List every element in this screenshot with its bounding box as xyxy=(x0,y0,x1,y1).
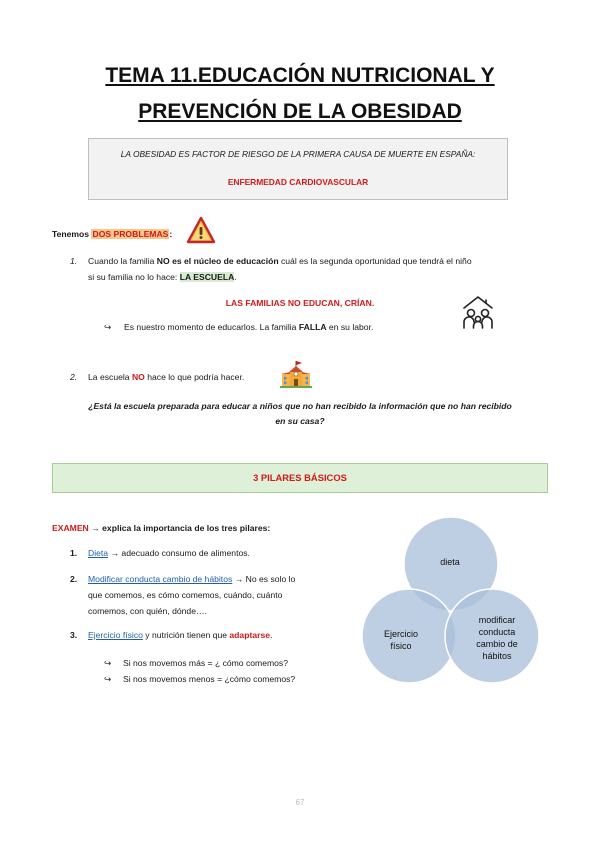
item1-sub-arrow: ↪ xyxy=(104,322,112,332)
item1-text-c: cuál es la segunda oportunidad que tendrá el niño xyxy=(278,256,472,266)
item2-text-c: hace lo que podría hacer. xyxy=(144,372,245,382)
school-icon xyxy=(280,360,312,388)
pillar3-rest-a: y nutrición tienen que xyxy=(142,630,230,640)
venn-label-dieta: dieta xyxy=(440,557,460,567)
item2-text-b: NO xyxy=(131,372,145,382)
page-title-line2: PREVENCIÓN DE LA OBESIDAD xyxy=(138,100,462,123)
pillars-banner: 3 PILARES BÁSICOS xyxy=(52,463,548,493)
item1-sub-c: en su labor. xyxy=(326,322,374,332)
item2-line xyxy=(88,369,244,385)
item2-number: 2. xyxy=(70,372,78,382)
pillar2-line3: comemos, con quién, dónde…. xyxy=(88,606,207,616)
venn-label-conducta-l2: conducta xyxy=(478,627,516,637)
item1-school-highlight: LA ESCUELA xyxy=(179,272,235,282)
item1-sub-b: FALLA xyxy=(298,322,327,332)
pillar1-number: 1. xyxy=(70,548,78,558)
problems-colon: : xyxy=(169,229,173,239)
pillar3 xyxy=(88,627,272,643)
item1-line2-c: . xyxy=(234,272,237,282)
pillar2 xyxy=(88,571,295,587)
sub2-text: Si nos movemos menos = ¿cómo comemos? xyxy=(123,674,296,684)
school-question-line2: en su casa? xyxy=(275,416,325,426)
item1-line2-a: si su familia no lo hace: xyxy=(88,272,180,282)
families-statement: LAS FAMILIAS NO EDUCAN, CRÍAN. xyxy=(225,298,375,308)
pillar1-rest: → adecuado consumo de alimentos. xyxy=(108,548,250,558)
venn-label-conducta-l3: cambio de xyxy=(476,639,518,649)
school-question-line1: ¿Está la escuela preparada para educar a niños que no han recibido la información que no han recibido xyxy=(88,401,512,411)
page-number: 67 xyxy=(295,798,305,807)
item1-sub-a: Es nuestro momento de educarlos. La familia xyxy=(124,322,299,332)
item1-number: 1. xyxy=(70,256,78,266)
item1-sub xyxy=(124,319,373,335)
venn-label-ejercicio-l1: Ejercicio xyxy=(383,629,418,639)
venn-diagram xyxy=(355,516,555,696)
exam-arrow: → xyxy=(88,523,103,533)
item2-text-a: La escuela xyxy=(88,372,132,382)
exam-label: EXAMEN xyxy=(52,523,89,533)
venn-label-conducta-l4: hábitos xyxy=(482,651,512,661)
venn-label-conducta xyxy=(462,614,532,662)
item1-text-a: Cuando la familia xyxy=(88,256,157,266)
problems-intro: Tenemos xyxy=(52,229,92,239)
warning-icon xyxy=(186,216,216,244)
sub2-arrow: ↪ xyxy=(104,674,112,684)
page-title-line1: TEMA 11.EDUCACIÓN NUTRICIONAL Y xyxy=(105,64,495,87)
cardiovascular-disease-text: ENFERMEDAD CARDIOVASCULAR xyxy=(227,177,369,187)
sub1-arrow: ↪ xyxy=(104,658,112,668)
exam-line xyxy=(52,520,270,536)
problems-heading xyxy=(52,226,172,242)
pillar2-rest: → No es solo lo xyxy=(232,574,296,584)
item1-line1 xyxy=(88,253,472,269)
pillar3-number: 3. xyxy=(70,630,78,640)
sub1-text: Si nos movemos más = ¿ cómo comemos? xyxy=(123,658,289,668)
item1-text-b: NO es el núcleo de educación xyxy=(156,256,279,266)
pillar2-line2: que comemos, es cómo comemos, cuándo, cuánto xyxy=(88,590,283,600)
pillar2-link[interactable]: Modificar conducta cambio de hábitos xyxy=(88,574,233,584)
pillar3-adapt: adaptarse xyxy=(229,630,271,640)
pillar1-link[interactable]: Dieta xyxy=(88,548,109,558)
family-home-icon xyxy=(458,292,498,332)
pillar2-number: 2. xyxy=(70,574,78,584)
venn-label-ejercicio xyxy=(368,628,434,652)
exam-text: explica la importancia de los tres pilares: xyxy=(102,523,271,533)
pillar3-rest-c: . xyxy=(270,630,273,640)
pillar3-link[interactable]: Ejercicio físico xyxy=(88,630,143,640)
problems-highlight: DOS PROBLEMAS xyxy=(92,229,169,239)
obesity-risk-text: LA OBESIDAD ES FACTOR DE RIESGO DE LA PRIMERA CAUSA DE MUERTE EN ESPAÑA: xyxy=(120,149,476,159)
pillar1 xyxy=(88,545,250,561)
obesity-risk-box xyxy=(88,138,508,200)
item1-line2 xyxy=(88,269,237,285)
venn-label-conducta-l1: modificar xyxy=(478,615,516,625)
venn-label-ejercicio-l2: físico xyxy=(390,641,412,651)
